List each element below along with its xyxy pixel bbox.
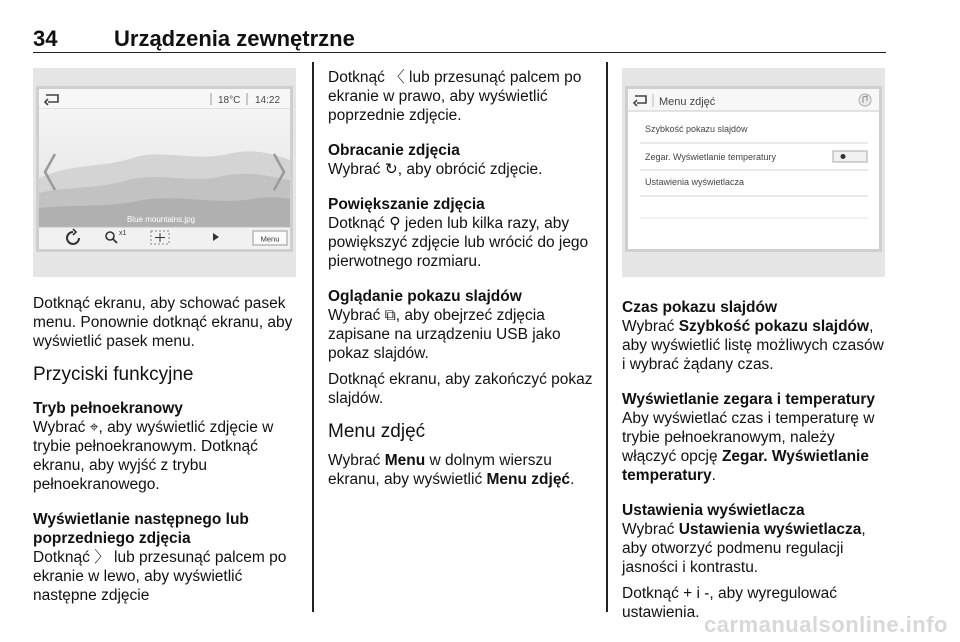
column-divider [606, 62, 608, 612]
subsection-heading: Obracanie zdjęcia [328, 142, 460, 159]
chevron-right-icon: 〉 [94, 549, 110, 566]
paragraph: Wybrać ↻, aby obrócić zdjęcie. [328, 161, 543, 178]
section-heading: Przyciski funkcyjne [33, 364, 194, 385]
menu-button-label: Menu [260, 234, 280, 244]
zoom-level: x1 [119, 230, 127, 237]
menu-item-label: Zegar. Wyświetlanie temperatury [645, 152, 776, 162]
watermark: carmanualsonline.info [704, 612, 948, 637]
rotate-icon: ↻ [384, 161, 398, 178]
menu-item[interactable] [645, 152, 776, 162]
paragraph: Wybrać Szybkość pokazu slajdów, aby wyświetlić listę możliwych czasów i wybrać żądany czas. [622, 318, 884, 373]
subsection-heading: Wyświetlanie następnego lub poprzedniego zdjęcia [33, 511, 249, 547]
music-note-icon[interactable] [859, 94, 871, 106]
zoom-icon: ⚲ [389, 215, 401, 232]
time-readout: 14:22 [255, 95, 281, 106]
paragraph: Dotknąć 〈 lub przesunąć palcem po ekranie w prawo, aby wyświetlić poprzednie zdjęcie. [328, 69, 582, 124]
photo-viewer-screen [33, 68, 296, 277]
column-1 [33, 294, 301, 605]
temperature-readout: 18°C [218, 95, 241, 106]
figure-photo-viewer [33, 68, 296, 277]
slideshow-icon: ⧉ [384, 307, 396, 324]
paragraph: Wybrać Ustawienia wyświetlacza, aby otworzyć podmenu regulacji jasności i kontrastu. [622, 521, 866, 576]
figure-photo-menu [622, 68, 885, 277]
paragraph: Dotknąć ekranu, aby zakończyć pokaz slajdów. [328, 371, 593, 407]
menu-item[interactable] [645, 177, 744, 187]
photo-menu-screen [622, 68, 885, 277]
section-heading: Menu zdjęć [328, 421, 426, 442]
paragraph: Dotknąć ekranu, aby schować pasek menu. Ponownie dotknąć ekranu, aby wyświetlić pasek menu. [33, 295, 293, 350]
photo-caption: Blue mountains.jpg [126, 215, 196, 224]
subsection-heading: Tryb pełnoekranowy [33, 400, 183, 417]
menu-item-label: Szybkość pokazu slajdów [645, 124, 748, 134]
paragraph: Dotknąć + i -, aby wyregulować ustawienia. [622, 585, 837, 621]
column-3 [622, 298, 890, 622]
fullscreen-icon: ⌖ [89, 419, 99, 436]
paragraph: Wybrać ⌖, aby wyświetlić zdjęcie w trybie pełnoekranowym. Dotknąć ekranu, aby wyjść z trybu pełnoekranowego. [33, 419, 274, 493]
toggle-switch[interactable] [833, 151, 867, 162]
subsection-heading: Wyświetlanie zegara i temperatury [622, 391, 875, 408]
toggle-knob-icon [841, 154, 846, 159]
paragraph: Aby wyświetlać czas i temperaturę w trybie pełnoekranowym, należy włączyć opcję Zegar. Wyświetlanie temperatury. [622, 410, 875, 484]
page-title: Urządzenia zewnętrzne [114, 26, 355, 51]
subsection-heading: Oglądanie pokazu slajdów [328, 288, 522, 305]
subsection-heading: Czas pokazu slajdów [622, 299, 778, 316]
column-divider [312, 62, 314, 612]
column-2 [328, 68, 594, 489]
paragraph: Dotknąć 〉 lub przesunąć palcem po ekranie w lewo, aby wyświetlić następne zdjęcie [33, 549, 287, 604]
page-header [33, 26, 886, 53]
menu-item[interactable] [645, 124, 748, 134]
paragraph: Wybrać ⧉, aby obejrzeć zdjęcia zapisane na urządzeniu USB jako pokaz slajdów. [328, 307, 561, 362]
subsection-heading: Ustawienia wyświetlacza [622, 502, 805, 519]
paragraph: Dotknąć ⚲ jeden lub kilka razy, aby powiększyć zdjęcie lub wrócić do jego pierwotnego rozmiaru. [328, 215, 589, 270]
menu-title: Menu zdjęć [659, 96, 716, 108]
menu-item-label: Ustawienia wyświetlacza [645, 177, 745, 187]
page-number: 34 [33, 26, 58, 51]
subsection-heading: Powiększanie zdjęcia [328, 196, 485, 213]
chevron-left-icon: 〈 [389, 69, 405, 86]
paragraph: Wybrać Menu w dolnym wierszu ekranu, aby wyświetlić Menu zdjęć. [328, 452, 575, 488]
